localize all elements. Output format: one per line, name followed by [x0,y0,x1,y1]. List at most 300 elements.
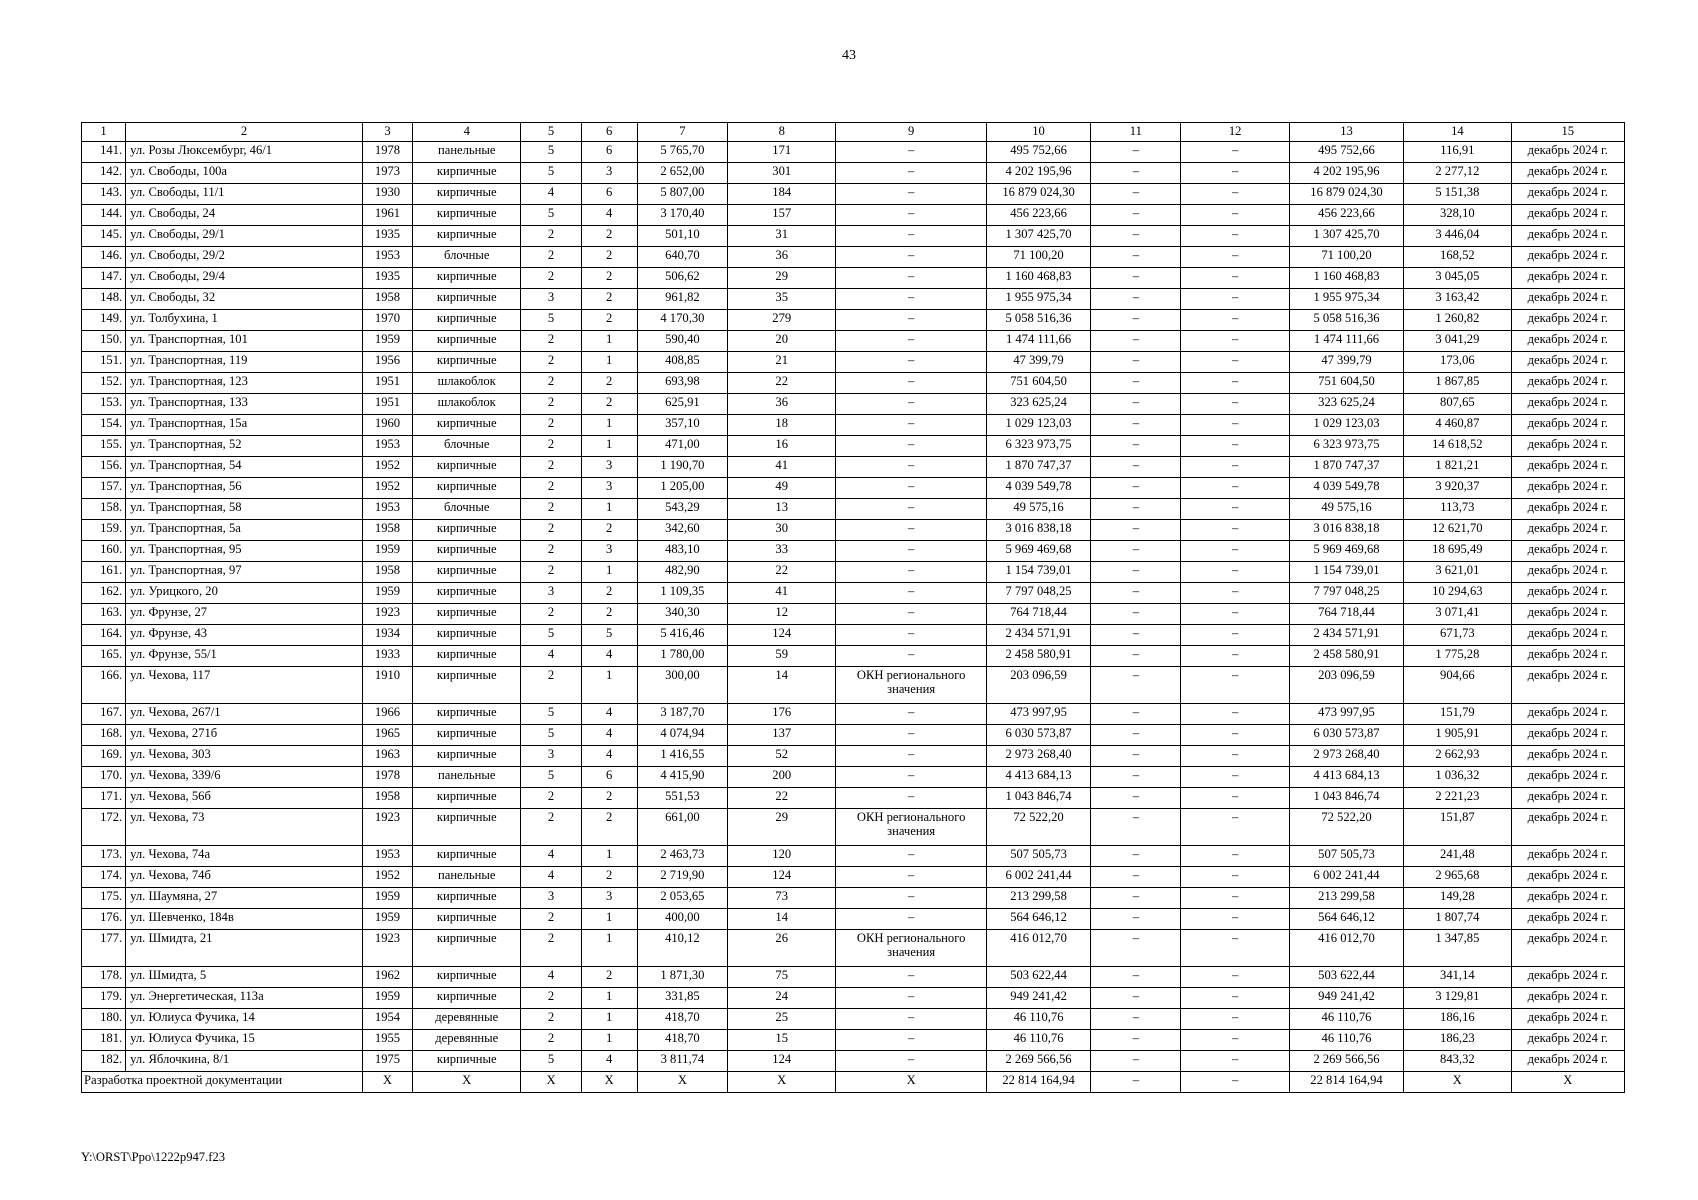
table-cell: 2 [581,226,637,247]
table-cell: 213 299,58 [986,888,1090,909]
table-cell: 5 [581,625,637,646]
table-cell: 16 879 024,30 [1289,184,1403,205]
table-cell: 4 [581,704,637,725]
table-cell: 1 [581,909,637,930]
table-cell: 163. [82,604,126,625]
table-cell: ул. Транспортная, 101 [126,331,363,352]
table-cell: 1 821,21 [1404,457,1511,478]
table-cell: кирпичные [413,909,521,930]
table-cell: декабрь 2024 г. [1511,667,1624,704]
table-cell: 2 973 268,40 [986,746,1090,767]
table-cell: кирпичные [413,809,521,846]
table-cell: 1 043 846,74 [986,788,1090,809]
table-cell: – [1091,394,1181,415]
table-cell: 5 [521,1051,581,1072]
table-row [82,499,1625,520]
table-cell: 1 260,82 [1404,310,1511,331]
table-cell: 3 [521,583,581,604]
table-cell: декабрь 2024 г. [1511,967,1624,988]
table-row [82,1009,1625,1030]
table-cell: ул. Шмидта, 21 [126,930,363,967]
table-cell: – [1181,562,1289,583]
table-cell: 1 036,32 [1404,767,1511,788]
table-cell: 3 [521,289,581,310]
table-cell: декабрь 2024 г. [1511,520,1624,541]
table-cell: декабрь 2024 г. [1511,394,1624,415]
table-cell: 1959 [362,541,412,562]
table-cell: 1959 [362,583,412,604]
table-cell: 146. [82,247,126,268]
table-cell: кирпичные [413,268,521,289]
table-cell: 5 [521,205,581,226]
table-cell: 137 [728,725,836,746]
table-cell: – [1181,746,1289,767]
table-cell: 46 110,76 [1289,1030,1403,1051]
table-cell: 161. [82,562,126,583]
table-cell: – [1091,988,1181,1009]
table-cell: декабрь 2024 г. [1511,373,1624,394]
table-cell: ул. Чехова, 303 [126,746,363,767]
table-cell: 1 160 468,83 [1289,268,1403,289]
table-cell: 176. [82,909,126,930]
table-cell: 2 [581,604,637,625]
table-cell: 1958 [362,788,412,809]
table-cell: – [1091,788,1181,809]
table-cell: декабрь 2024 г. [1511,583,1624,604]
table-cell: 149. [82,310,126,331]
table-cell: панельные [413,767,521,788]
table-cell: декабрь 2024 г. [1511,310,1624,331]
table-cell: 2 [521,809,581,846]
table-cell: – [836,289,986,310]
table-cell: 456 223,66 [986,205,1090,226]
table-cell: декабрь 2024 г. [1511,289,1624,310]
table-cell: – [1181,1030,1289,1051]
total-row-cell: X [413,1072,521,1093]
table-cell: 503 622,44 [1289,967,1403,988]
table-cell: – [1091,667,1181,704]
table-cell: – [1181,583,1289,604]
table-cell: 1961 [362,205,412,226]
table-cell: 1 [581,499,637,520]
table-cell: 1 347,85 [1404,930,1511,967]
table-cell: 20 [728,331,836,352]
table-cell: 160. [82,541,126,562]
table-cell: – [1091,767,1181,788]
table-cell: 2 269 566,56 [986,1051,1090,1072]
table-cell: 1975 [362,1051,412,1072]
table-row [82,583,1625,604]
table-cell: – [1091,1030,1181,1051]
table-cell: – [836,846,986,867]
table-cell: 2 [521,226,581,247]
table-cell: 3 [581,888,637,909]
total-row-cell: – [1091,1072,1181,1093]
table-cell: 1978 [362,767,412,788]
table-cell: 1973 [362,163,412,184]
table-cell: 49 575,16 [1289,499,1403,520]
table-cell: панельные [413,142,521,163]
table-cell: 5 058 516,36 [1289,310,1403,331]
column-number-cell: 6 [581,123,637,142]
table-cell: 5 416,46 [637,625,727,646]
table-cell: 41 [728,457,836,478]
table-cell: – [1091,142,1181,163]
table-cell: – [1181,888,1289,909]
table-cell: 3 041,29 [1404,331,1511,352]
table-cell: 173,06 [1404,352,1511,373]
table-cell: 2 [521,988,581,1009]
column-number-cell: 1 [82,123,126,142]
table-row [82,788,1625,809]
table-cell: – [836,394,986,415]
table-cell: 141. [82,142,126,163]
table-cell: 1934 [362,625,412,646]
table-cell: – [1091,499,1181,520]
table-cell: 4 [581,725,637,746]
total-row-cell: 22 814 164,94 [986,1072,1090,1093]
table-cell: декабрь 2024 г. [1511,1009,1624,1030]
table-cell: декабрь 2024 г. [1511,499,1624,520]
table-cell: ул. Свободы, 11/1 [126,184,363,205]
table-cell: 1 780,00 [637,646,727,667]
table-cell: 473 997,95 [986,704,1090,725]
table-cell: декабрь 2024 г. [1511,767,1624,788]
table-cell: деревянные [413,1009,521,1030]
total-row-cell: X [362,1072,412,1093]
total-row-cell: X [581,1072,637,1093]
table-cell: 1953 [362,499,412,520]
table-cell: 5 [521,142,581,163]
table-cell: 152. [82,373,126,394]
table-cell: 4 [521,867,581,888]
table-cell: – [836,205,986,226]
table-cell: 113,73 [1404,499,1511,520]
table-cell: – [836,1030,986,1051]
table-cell: 5 [521,625,581,646]
table-cell: кирпичные [413,604,521,625]
table-cell: – [1181,909,1289,930]
table-cell: – [836,163,986,184]
table-row [82,520,1625,541]
table-cell: 31 [728,226,836,247]
table-cell: – [1091,646,1181,667]
table-cell: 2 652,00 [637,163,727,184]
table-cell: 3 920,37 [1404,478,1511,499]
table-cell: 179. [82,988,126,1009]
table-cell: 3 [521,888,581,909]
table-cell: 6 323 973,75 [986,436,1090,457]
table-cell: кирпичные [413,583,521,604]
table-cell: декабрь 2024 г. [1511,604,1624,625]
column-number-cell: 3 [362,123,412,142]
table-cell: ул. Транспортная, 52 [126,436,363,457]
table-cell: – [1181,310,1289,331]
table-cell: – [1091,967,1181,988]
column-number-cell: 4 [413,123,521,142]
table-cell: декабрь 2024 г. [1511,625,1624,646]
table-cell: декабрь 2024 г. [1511,704,1624,725]
table-cell: 331,85 [637,988,727,1009]
table-cell: 124 [728,1051,836,1072]
total-row-cell: X [521,1072,581,1093]
table-cell: 3 170,40 [637,205,727,226]
table-cell: 155. [82,436,126,457]
table-cell: ул. Фрунзе, 43 [126,625,363,646]
table-cell: 279 [728,310,836,331]
table-cell: ул. Чехова, 339/6 [126,767,363,788]
table-cell: – [1091,247,1181,268]
total-row-cell: X [637,1072,727,1093]
table-cell: 14 618,52 [1404,436,1511,457]
table-cell: – [1091,846,1181,867]
table-row [82,604,1625,625]
table-cell: 124 [728,867,836,888]
table-cell: декабрь 2024 г. [1511,268,1624,289]
table-cell: 10 294,63 [1404,583,1511,604]
table-cell: 1 [581,1009,637,1030]
table-cell: 3 [581,457,637,478]
table-cell: 357,10 [637,415,727,436]
table-cell: 418,70 [637,1009,727,1030]
table-cell: ул. Чехова, 74б [126,867,363,888]
table-cell: ул. Транспортная, 95 [126,541,363,562]
table-cell: 6 030 573,87 [986,725,1090,746]
table-cell: 495 752,66 [1289,142,1403,163]
table-cell: 25 [728,1009,836,1030]
total-row-cell: X [728,1072,836,1093]
table-cell: кирпичные [413,788,521,809]
table-cell: – [1181,520,1289,541]
table-cell: 2 [581,520,637,541]
table-cell: 473 997,95 [1289,704,1403,725]
table-cell: декабрь 2024 г. [1511,436,1624,457]
table-cell: ул. Энергетическая, 113а [126,988,363,1009]
table-cell: 2 [581,788,637,809]
table-cell: кирпичные [413,226,521,247]
table-cell: блочные [413,499,521,520]
table-cell: – [1181,967,1289,988]
table-cell: – [836,704,986,725]
table-cell: 6 030 573,87 [1289,725,1403,746]
table-cell: 1 109,35 [637,583,727,604]
table-row [82,205,1625,226]
table-cell: 5 151,38 [1404,184,1511,205]
table-cell: 2 [581,289,637,310]
table-cell: 5 765,70 [637,142,727,163]
table-cell: – [1181,373,1289,394]
table-cell: 693,98 [637,373,727,394]
table-cell: 149,28 [1404,888,1511,909]
table-cell: – [1091,268,1181,289]
table-cell: 176 [728,704,836,725]
table-cell: 1951 [362,373,412,394]
table-cell: кирпичные [413,846,521,867]
table-cell: – [1181,205,1289,226]
table-cell: – [1091,930,1181,967]
table-cell: 416 012,70 [986,930,1090,967]
table-cell: 46 110,76 [986,1009,1090,1030]
table-cell: 418,70 [637,1030,727,1051]
table-cell: 483,10 [637,541,727,562]
table-cell: 7 797 048,25 [1289,583,1403,604]
table-cell: – [1091,478,1181,499]
table-cell: 2 [521,562,581,583]
column-number-cell: 11 [1091,123,1181,142]
table-cell: 2 [521,247,581,268]
table-cell: 751 604,50 [1289,373,1403,394]
total-row-cell: X [1404,1072,1511,1093]
table-cell: 120 [728,846,836,867]
table-cell: 2 [521,478,581,499]
table-cell: – [836,767,986,788]
table-cell: 2 053,65 [637,888,727,909]
table-cell: – [836,247,986,268]
table-cell: панельные [413,867,521,888]
table-cell: – [836,988,986,1009]
file-path: Y:\ORST\Ppo\1222p947.f23 [81,1150,226,1164]
table-cell: – [1181,415,1289,436]
table-cell: 5 [521,767,581,788]
table-cell: ул. Транспортная, 15а [126,415,363,436]
table-cell: 170. [82,767,126,788]
table-cell: 4 [521,646,581,667]
table-cell: 1 474 111,66 [986,331,1090,352]
table-cell: 456 223,66 [1289,205,1403,226]
table-cell: ул. Толбухина, 1 [126,310,363,331]
table-cell: ул. Свободы, 29/4 [126,268,363,289]
table-cell: 4 [581,746,637,767]
table-cell: декабрь 2024 г. [1511,788,1624,809]
table-cell: – [1091,867,1181,888]
table-cell: 3 [581,541,637,562]
table-cell: – [1181,331,1289,352]
table-cell: декабрь 2024 г. [1511,541,1624,562]
table-cell: 7 797 048,25 [986,583,1090,604]
table-cell: 5 969 469,68 [1289,541,1403,562]
table-cell: – [1181,604,1289,625]
table-cell: деревянные [413,1030,521,1051]
table-cell: 4 413 684,13 [986,767,1090,788]
table-cell: шлакоблок [413,394,521,415]
table-cell: кирпичные [413,478,521,499]
table-cell: ул. Транспортная, 133 [126,394,363,415]
table-cell: – [1181,809,1289,846]
table-cell: – [1091,331,1181,352]
table-cell: декабрь 2024 г. [1511,226,1624,247]
table-cell: 2 [521,415,581,436]
table-cell: – [1091,583,1181,604]
table-cell: 1910 [362,667,412,704]
table-cell: – [1091,604,1181,625]
table-cell: 203 096,59 [1289,667,1403,704]
table-cell: 2 [521,352,581,373]
table-cell: 5 [521,163,581,184]
table-cell: – [836,373,986,394]
table-cell: 172. [82,809,126,846]
table-cell: декабрь 2024 г. [1511,205,1624,226]
table-cell: ул. Фрунзе, 27 [126,604,363,625]
table-cell: 35 [728,289,836,310]
table-cell: – [1091,725,1181,746]
table-cell: декабрь 2024 г. [1511,1051,1624,1072]
table-row [82,289,1625,310]
table-cell: – [836,310,986,331]
table-cell: ул. Свободы, 32 [126,289,363,310]
table-cell: 36 [728,247,836,268]
total-row-cell: – [1181,1072,1289,1093]
table-cell: декабрь 2024 г. [1511,331,1624,352]
table-cell: кирпичные [413,967,521,988]
table-cell: – [1091,704,1181,725]
table-cell: 2 [521,667,581,704]
table-cell: 764 718,44 [1289,604,1403,625]
table-cell: 564 646,12 [986,909,1090,930]
table-cell: 1 775,28 [1404,646,1511,667]
table-cell: шлакоблок [413,373,521,394]
table-cell: ул. Шаумяна, 27 [126,888,363,909]
table-cell: декабрь 2024 г. [1511,562,1624,583]
table-cell: 1 955 975,34 [1289,289,1403,310]
table-cell: 124 [728,625,836,646]
table-cell: 482,90 [637,562,727,583]
column-number-cell: 9 [836,123,986,142]
table-cell: 1952 [362,867,412,888]
table-cell: 1 [581,667,637,704]
column-number-cell: 10 [986,123,1090,142]
table-cell: 551,53 [637,788,727,809]
table-cell: 1958 [362,289,412,310]
table-row [82,310,1625,331]
table-cell: 4 [521,846,581,867]
table-cell: 1952 [362,457,412,478]
table-cell: 507 505,73 [986,846,1090,867]
table-cell: ул. Транспортная, 54 [126,457,363,478]
table-cell: 1935 [362,226,412,247]
table-cell: 182. [82,1051,126,1072]
table-cell: ул. Шмидта, 5 [126,967,363,988]
table-cell: 4 [581,1051,637,1072]
table-cell: 2 [521,436,581,457]
table-cell: 2 965,68 [1404,867,1511,888]
table-cell: 203 096,59 [986,667,1090,704]
table-cell: 2 221,23 [1404,788,1511,809]
table-cell: 323 625,24 [1289,394,1403,415]
table-cell: ул. Урицкого, 20 [126,583,363,604]
table-cell: кирпичные [413,704,521,725]
table-cell: 1 [581,930,637,967]
table-cell: 168,52 [1404,247,1511,268]
table-cell: 949 241,42 [986,988,1090,1009]
table-cell: 2 434 571,91 [1289,625,1403,646]
table-cell: – [836,909,986,930]
table-cell: – [1091,163,1181,184]
column-number-cell: 8 [728,123,836,142]
table-cell: декабрь 2024 г. [1511,646,1624,667]
table-cell: – [1091,415,1181,436]
table-cell: 2 [581,583,637,604]
table-row [82,352,1625,373]
table-cell: 1 870 747,37 [1289,457,1403,478]
table-cell: 1 [581,846,637,867]
table-cell: 1 [581,562,637,583]
table-cell: 6 002 241,44 [986,867,1090,888]
table-cell: 1 955 975,34 [986,289,1090,310]
table-cell: 3 811,74 [637,1051,727,1072]
table-cell: 1953 [362,436,412,457]
table-cell: ул. Свободы, 29/1 [126,226,363,247]
table-cell: 2 [581,373,637,394]
